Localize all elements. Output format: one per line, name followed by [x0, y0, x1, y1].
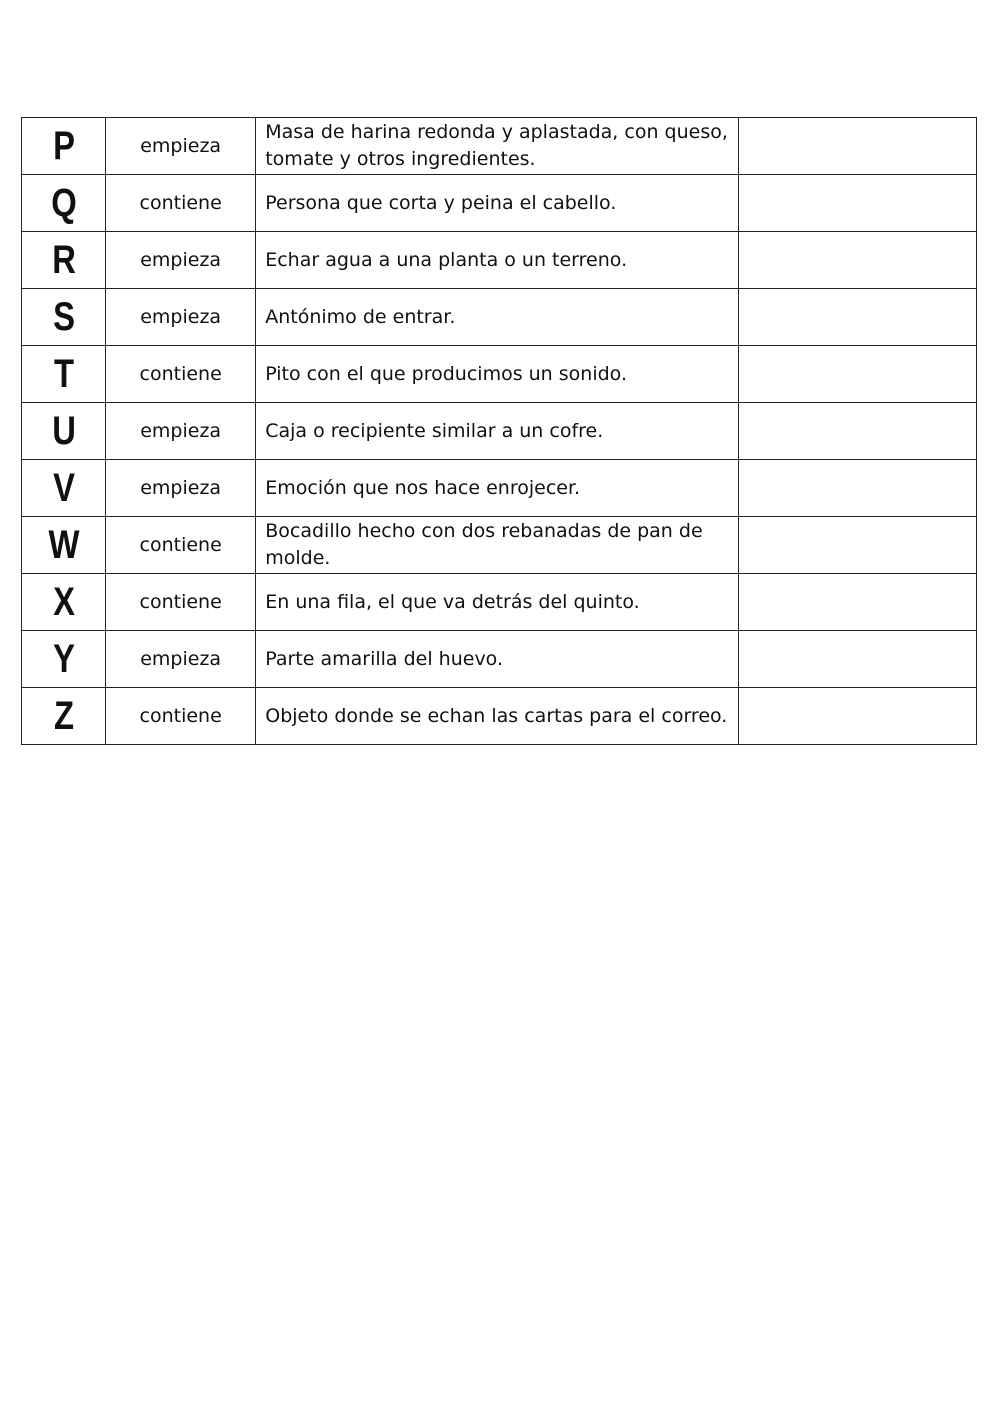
table-row [22, 631, 977, 688]
table-row [22, 574, 977, 631]
letter-cell: U [29, 403, 98, 460]
type-cell: contiene [106, 346, 256, 403]
table-row [22, 460, 977, 517]
letter-cell: W [29, 517, 98, 574]
answer-cell[interactable] [738, 574, 976, 631]
type-cell: empieza [106, 232, 256, 289]
letter-cell: S [29, 289, 98, 346]
clue-cell: Bocadillo hecho con dos rebanadas de pan de molde. [256, 517, 739, 574]
type-cell: empieza [106, 403, 256, 460]
clue-cell: Persona que corta y peina el cabello. [256, 175, 739, 232]
table-row [22, 688, 977, 745]
letter-cell: Y [29, 631, 98, 688]
type-cell: contiene [106, 688, 256, 745]
type-cell: empieza [106, 289, 256, 346]
letter-cell: V [29, 460, 98, 517]
type-cell: empieza [106, 460, 256, 517]
clue-cell: Pito con el que producimos un sonido. [256, 346, 739, 403]
clue-cell: Objeto donde se echan las cartas para el correo. [256, 688, 739, 745]
table-row [22, 403, 977, 460]
letter-cell: R [29, 232, 98, 289]
answer-cell[interactable] [738, 631, 976, 688]
type-cell: empieza [106, 631, 256, 688]
letter-cell: T [29, 346, 98, 403]
letter-cell: Z [29, 688, 98, 745]
clue-cell: Emoción que nos hace enrojecer. [256, 460, 739, 517]
answer-cell[interactable] [738, 517, 976, 574]
rosco-table [21, 117, 977, 745]
clue-cell: Masa de harina redonda y aplastada, con queso, tomate y otros ingredientes. [256, 118, 739, 175]
clue-cell: Antónimo de entrar. [256, 289, 739, 346]
answer-cell[interactable] [738, 118, 976, 175]
clue-cell: Parte amarilla del huevo. [256, 631, 739, 688]
letter-cell: X [29, 574, 98, 631]
type-cell: contiene [106, 574, 256, 631]
answer-cell[interactable] [738, 232, 976, 289]
type-cell: empieza [106, 118, 256, 175]
type-cell: contiene [106, 175, 256, 232]
table-row [22, 517, 977, 574]
answer-cell[interactable] [738, 688, 976, 745]
table-row [22, 346, 977, 403]
answer-cell[interactable] [738, 403, 976, 460]
clue-cell: En una fila, el que va detrás del quinto. [256, 574, 739, 631]
clue-cell: Echar agua a una planta o un terreno. [256, 232, 739, 289]
answer-cell[interactable] [738, 460, 976, 517]
table-row [22, 289, 977, 346]
table-row [22, 232, 977, 289]
table-row [22, 118, 977, 175]
answer-cell[interactable] [738, 289, 976, 346]
answer-cell[interactable] [738, 346, 976, 403]
letter-cell: Q [29, 175, 98, 232]
letter-cell: P [29, 118, 98, 175]
answer-cell[interactable] [738, 175, 976, 232]
clue-cell: Caja o recipiente similar a un cofre. [256, 403, 739, 460]
table-row [22, 175, 977, 232]
type-cell: contiene [106, 517, 256, 574]
